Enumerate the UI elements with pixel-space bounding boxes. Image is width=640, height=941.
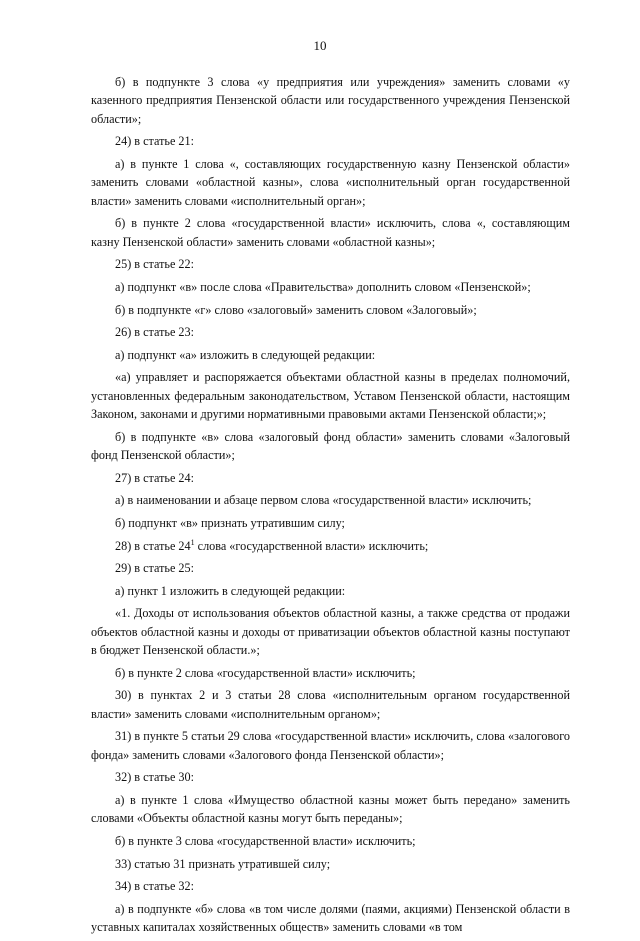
paragraph: «1. Доходы от использования объектов областной казны, а также средства от продажи объектов областной казны и доходы от приватизации объектов областной казны поступают в бюджет Пензенской области.»;	[91, 606, 570, 658]
paragraph: а) в пункте 1 слова «, составляющих государственную казну Пензенской области» заменить словами «областной казны», слова «исполнительный орган государственной власти» заменить словами «исполнительный орган»;	[91, 157, 570, 208]
list-item: 34) в статье 32:	[115, 879, 194, 894]
paragraph: а) пункт 1 изложить в следующей редакции:	[115, 583, 346, 598]
paragraph: «а) управляет и распоряжается объектами областной казны в пределах полномочий, установленных федеральным законодательством, Уставом Пензенской области, настоящим Законом, законами и другими нормативными правовыми актами Пензенской области;»;	[91, 370, 570, 422]
page-number: 10	[313, 38, 327, 53]
list-item: 33) статью 31 признать утратившей силу;	[115, 856, 331, 871]
list-item: 30) в пунктах 2 и 3 статьи 28 слова «исполнительным органом государственной власти» заменить словами «исполнительным органом»;	[91, 688, 570, 721]
list-item: 24) в статье 21:	[115, 134, 194, 149]
superscript: 1	[190, 537, 195, 547]
paragraph: а) в пункте 1 слова «Имущество областной казны может быть передано» заменить словами «Объекты областной казны могут быть переданы»;	[91, 792, 570, 826]
list-item: 29) в статье 25:	[115, 561, 194, 576]
paragraph: б) в подпункте «г» слово «залоговый» заменить словом «Залоговый»;	[115, 302, 477, 317]
paragraph: б) в пункте 3 слова «государственной власти» исключить;	[115, 833, 416, 848]
paragraph: б) в подпункте 3 слова «у предприятия или учреждения» заменить словами «у казенного предприятия Пензенской области или государственного учреждения Пензенской области»;	[91, 75, 570, 126]
item-text-start: 28) в статье 24	[115, 538, 191, 553]
list-item	[91, 537, 570, 555]
item-text-end: слова «государственной власти» исключить;	[194, 538, 429, 553]
paragraph: а) подпункт «в» после слова «Правительства» дополнить словом «Пензенской»;	[115, 280, 531, 294]
paragraph: б) подпункт «в» признать утратившим силу;	[115, 515, 345, 530]
paragraph: б) в пункте 2 слова «государственной власти» исключить, слова «, составляющим казну Пензенской области» заменить словами «областной казны»;	[91, 216, 570, 249]
list-item: 27) в статье 24:	[115, 470, 194, 485]
list-item: 26) в статье 23:	[115, 325, 194, 340]
paragraph: б) в подпункте «в» слова «залоговый фонд области» заменить словами «Залоговый фонд Пензенской области»;	[91, 429, 570, 463]
paragraph: а) в наименовании и абзаце первом слова «государственной власти» исключить;	[115, 493, 532, 508]
document-body	[91, 73, 570, 941]
list-item: 32) в статье 30:	[115, 770, 194, 785]
list-item: 31) в пункте 5 статьи 29 слова «государственной власти» исключить, слова «залогового фонда» заменить словами «Залогового фонда Пензенской области»;	[91, 729, 570, 762]
paragraph: а) подпункт «а» изложить в следующей редакции:	[115, 347, 376, 362]
list-item: 25) в статье 22:	[115, 257, 194, 272]
paragraph: а) в подпункте «б» слова «в том числе долями (паями, акциями) Пензенской области в уставных капиталах хозяйственных обществ» заменить словами «в том	[91, 901, 570, 935]
paragraph: б) в пункте 2 слова «государственной власти» исключить;	[115, 665, 416, 680]
